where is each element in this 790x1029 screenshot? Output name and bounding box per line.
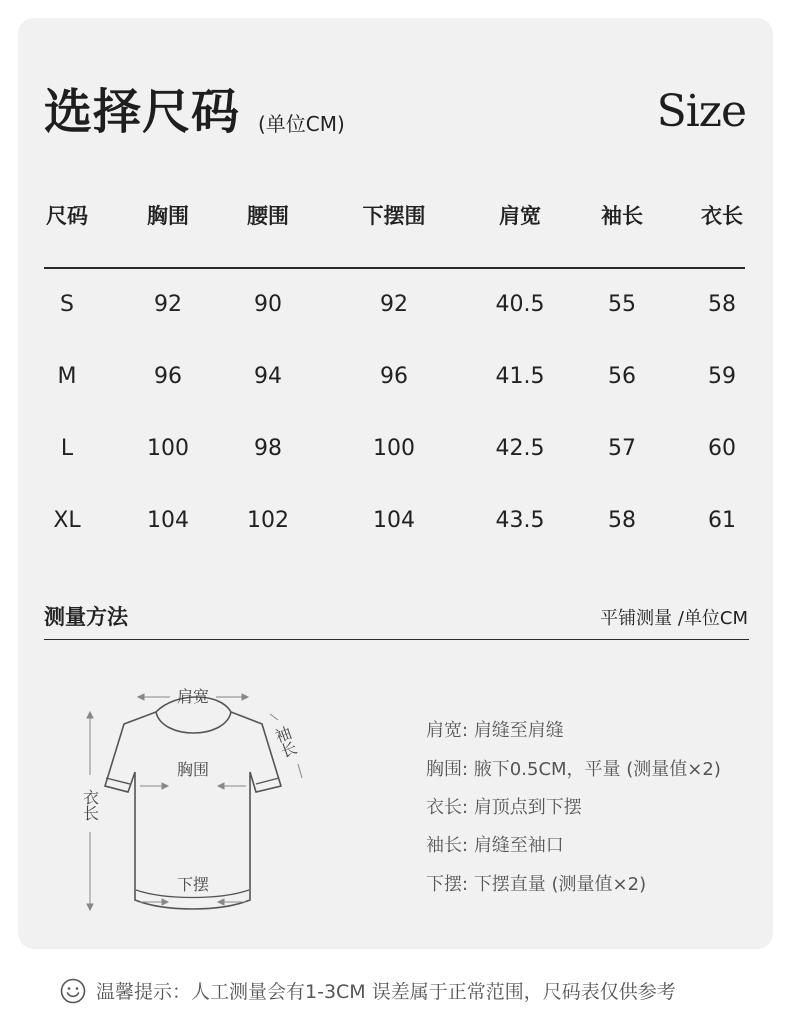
diagram-label-sleeve: 袖长 xyxy=(270,723,300,761)
col-header-size: 尺码 xyxy=(46,204,88,228)
measure-item-value: 肩缝至袖口 xyxy=(473,835,564,856)
table-cell: 90 xyxy=(254,292,282,317)
col-header-shoulder: 肩宽 xyxy=(499,204,541,228)
table-cell: 58 xyxy=(708,292,736,317)
measure-item xyxy=(426,870,646,896)
footer-tip xyxy=(60,977,676,1004)
measure-item-value: 下摆直量 (测量值×2) xyxy=(473,874,647,895)
measure-item-key: 衣长: xyxy=(426,797,469,818)
diagram-label-shoulder: 肩宽 xyxy=(176,687,210,706)
measure-divider xyxy=(44,639,749,640)
table-cell: 61 xyxy=(708,508,736,533)
table-cell: 96 xyxy=(380,364,408,389)
measure-section-title: 测量方法 xyxy=(44,605,128,629)
table-cell: 100 xyxy=(147,436,189,461)
table-cell: 60 xyxy=(708,436,736,461)
table-cell: 40.5 xyxy=(495,292,545,317)
table-cell: 100 xyxy=(373,436,415,461)
unit-label: (单位CM) xyxy=(258,112,345,136)
table-cell: 102 xyxy=(247,508,289,533)
table-cell: S xyxy=(60,292,74,317)
measure-item xyxy=(426,831,564,857)
table-cell: L xyxy=(60,436,74,461)
col-header-hem: 下摆围 xyxy=(362,204,426,228)
col-header-sleeve: 袖长 xyxy=(601,204,643,228)
table-cell: 41.5 xyxy=(495,364,545,389)
table-cell: 104 xyxy=(147,508,189,533)
table-cell: XL xyxy=(53,508,81,533)
table-cell: 59 xyxy=(708,364,736,389)
size-wordmark: Size xyxy=(656,86,746,137)
table-header-divider xyxy=(44,267,745,269)
table-cell: 92 xyxy=(154,292,182,317)
table-cell: 92 xyxy=(380,292,408,317)
measure-item-value: 肩缝至肩缝 xyxy=(473,720,564,741)
table-cell: 56 xyxy=(608,364,636,389)
diagram-label-chest: 胸围 xyxy=(176,760,210,779)
smile-icon xyxy=(60,978,86,1004)
table-cell: 94 xyxy=(254,364,282,389)
diagram-label-hem: 下摆 xyxy=(176,875,210,894)
page-title: 选择尺码 xyxy=(44,84,241,140)
measure-item-value: 肩顶点到下摆 xyxy=(473,797,582,818)
measure-unit-note: 平铺测量 /单位CM xyxy=(600,608,748,629)
measure-item-key: 下摆: xyxy=(426,874,469,895)
diagram-label-length: 衣长 xyxy=(80,789,100,821)
table-cell: 96 xyxy=(154,364,182,389)
measure-item-key: 肩宽: xyxy=(426,720,469,741)
col-header-length: 衣长 xyxy=(701,204,743,228)
col-header-chest: 胸围 xyxy=(147,204,189,228)
measure-item-key: 袖长: xyxy=(426,835,469,856)
table-cell: M xyxy=(57,364,77,389)
measure-item xyxy=(426,793,582,819)
measure-item xyxy=(426,755,721,781)
table-cell: 58 xyxy=(608,508,636,533)
table-cell: 55 xyxy=(608,292,636,317)
tshirt-measure-diagram xyxy=(70,680,320,930)
measure-item-key: 胸围: xyxy=(426,759,469,780)
table-cell: 104 xyxy=(373,508,415,533)
table-cell: 57 xyxy=(608,436,636,461)
measure-item xyxy=(426,716,564,742)
col-header-waist: 腰围 xyxy=(247,204,289,228)
table-cell: 43.5 xyxy=(495,508,545,533)
measure-item-value: 腋下0.5CM，平量 (测量值×2) xyxy=(473,759,721,780)
table-cell: 98 xyxy=(254,436,282,461)
footer-tip-text: 温馨提示：人工测量会有1-3CM 误差属于正常范围，尺码表仅供参考 xyxy=(96,981,676,1003)
table-cell: 42.5 xyxy=(495,436,545,461)
